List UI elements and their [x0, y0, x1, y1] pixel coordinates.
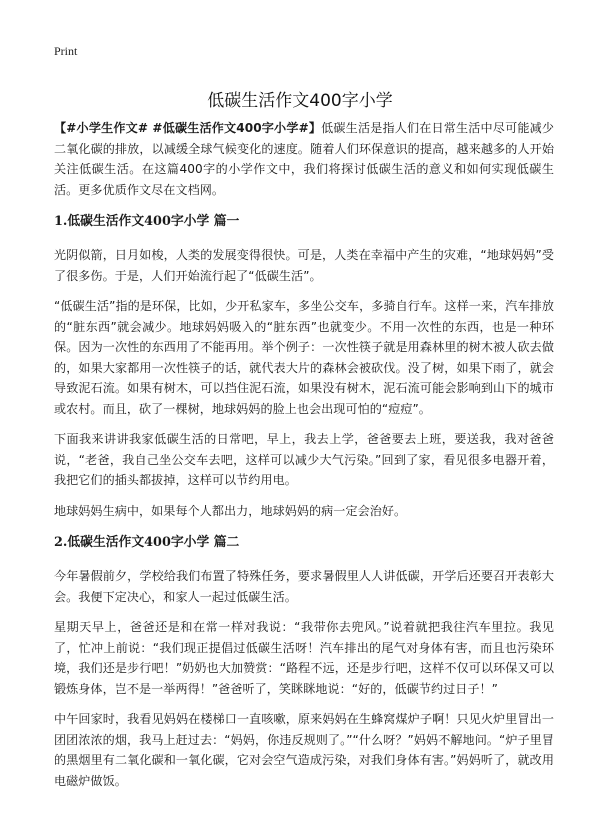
section-1-paragraph-1: 光阴似箭，日月如梭，人类的发展变得很快。可是，人类在幸福中产生的灾难，“地球妈妈”受了很多伤。于是，人们开始流行起了“低碳生活”。 — [54, 248, 554, 283]
print-link[interactable]: Print — [54, 44, 78, 58]
section-2-paragraph-1: 今年暑假前夕，学校给我们布置了特殊任务，要求暑假里人人讲低碳，开学后还要召开表彰大会。我便下定决心，和家人一起过低碳生活。 — [54, 569, 554, 604]
intro-tags[interactable]: 【#小学生作文# #低碳生活作文400字小学#】 — [54, 121, 322, 135]
section-2-paragraph-3: 中午回家时，我看见妈妈在楼梯口一直咳嗽，原来妈妈在生蜂窝煤炉子啊！只见火炉里冒出一团团浓浓的烟，我马上赶过去：“妈妈，你违反规则了。”“什么呀？”妈妈不解地问。“炉子里冒的黑烟里有二氧化碳和一氧化碳，它对会空气造成污染，对我们身体有害。”妈妈听了，就改用电磁炉做饭。 — [54, 712, 554, 788]
section-1-paragraph-4: 地球妈妈生病中，如果每个人都出力，地球妈妈的病一定会治好。 — [54, 503, 407, 518]
section-2-paragraph-2: 星期天早上，爸爸还是和在常一样对我说：“我带你去兜风。”说着就把我往汽车里拉。我见了，忙冲上前说：“我们现正提倡过低碳生活呀！汽车排出的尾气对身体有害，而且也污染环境，我们还是步行吧！”奶奶也大加赞赏：“路程不远，还是步行吧，这样不仅可以环保又可以锻炼身体，岂不是一举两得！”爸爸听了，笑眯眯地说：“好的，低碳节约过日子！” — [54, 620, 554, 696]
article-body — [54, 118, 554, 801]
section-heading-1: 1.低碳生活作文400字小学 篇一 — [54, 214, 240, 229]
intro-paragraph — [54, 118, 554, 200]
section-1-paragraph-2: “低碳生活”指的是环保，比如，少开私家车，多坐公交车，多骑自行车。这样一来，汽车排放的“脏东西”就会减少。地球妈妈吸入的“脏东西”也就变少。不用一次性的东西，也是一种环保。因为一次性的东西用了不能再用。举个例子：一次性筷子就是用森林里的树木被人砍去做的，如果大家都用一次性筷子的话，就代表大片的森林会被砍伐。没了树，如果下雨了，就会导致泥石流。如果有树木，可以挡住泥石流，如果没有树木，泥石流可能会影响到山下的城市或农村。而且，砍了一棵树，地球妈妈的脸上也会出现可怕的“痘痘”。 — [54, 299, 554, 416]
intro-text: 低碳生活是指人们在日常生活中尽可能减少二氧化碳的排放，以减缓全球气候变化的速度。随着人们环保意识的提高，越来越多的人开始关注低碳生活。在这篇400字的小学作文中，我们将探讨低碳生活的意义和如何实现低碳生活。更多优质作文尽在文档网。 — [54, 121, 554, 197]
section-heading-2: 2.低碳生活作文400字小学 篇二 — [54, 535, 240, 550]
page-title: 低碳生活作文400字小学 — [207, 91, 393, 111]
section-1-paragraph-3: 下面我来讲讲我家低碳生活的日常吧，早上，我去上学，爸爸要去上班，要送我，我对爸爸说，“老爸，我自己坐公交车去吧，这样可以减少大气污染。”回到了家，看见很多电器开着，我把它们的插头都拔掉，这样可以节约用电。 — [54, 432, 554, 487]
